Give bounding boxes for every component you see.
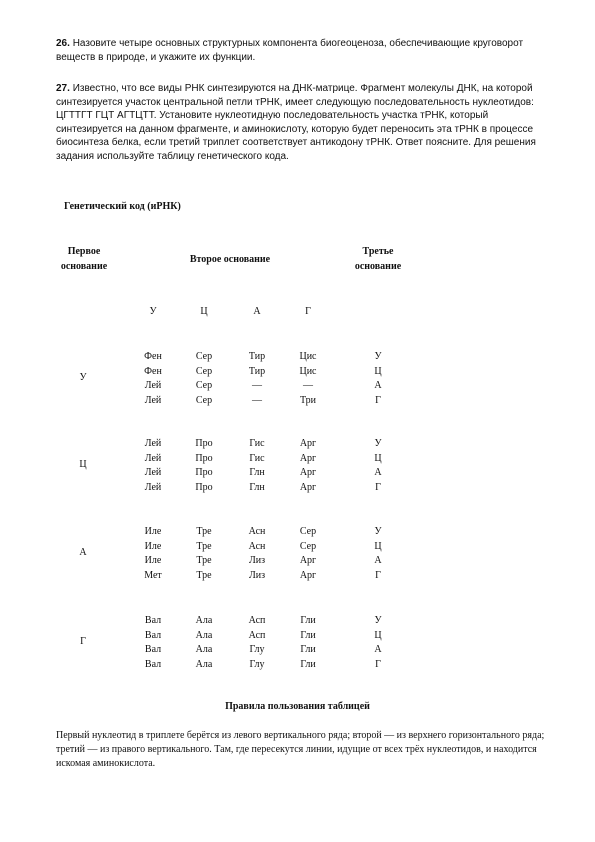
amino-acid-cell: Глн [249, 481, 265, 493]
third-base-label: Ц [374, 452, 382, 464]
amino-acid-cell: Тре [196, 540, 212, 552]
first-base-label: Ц [79, 459, 87, 470]
amino-acid-cell: Асп [248, 629, 266, 641]
amino-acid-cell: Гли [300, 644, 316, 655]
amino-acid-cell: Асп [248, 615, 266, 626]
amino-acid-cell: Лей [144, 394, 162, 406]
amino-acid-cell: Про [195, 452, 213, 464]
amino-acid-cell: Сер [195, 365, 213, 377]
amino-acid-cell: Вал [144, 658, 162, 670]
amino-acid-cell: Вал [144, 615, 162, 626]
amino-acid-cell: Про [195, 467, 213, 478]
amino-acid-cell: Ала [195, 615, 213, 626]
third-base-label: Ц [374, 629, 382, 641]
amino-acid-cell: Ала [195, 644, 213, 655]
amino-acid-cell: — [303, 380, 313, 391]
amino-acid-cell: Лиз [248, 569, 266, 581]
task-27-number: 27. [56, 83, 70, 94]
amino-acid-cell: Сер [299, 540, 317, 552]
amino-acid-cell: Глн [249, 467, 265, 478]
third-base-label: А [374, 555, 382, 566]
first-base-label: А [79, 547, 87, 558]
amino-acid-cell: Арг [299, 438, 317, 449]
amino-acid-cell: — [252, 380, 262, 391]
third-base-label: Г [375, 658, 381, 670]
amino-acid-cell: Фен [144, 365, 162, 377]
amino-acid-cell: Лей [144, 380, 162, 391]
third-base-label: Г [375, 394, 381, 406]
amino-acid-cell: Про [195, 438, 213, 449]
task-26-number: 26. [56, 38, 70, 49]
rules-title: Правила пользования таблицей [225, 701, 370, 712]
second-base-column-header: А [253, 306, 261, 317]
amino-acid-cell: Арг [299, 555, 317, 566]
amino-acid-cell: Арг [299, 481, 317, 493]
second-base-column-header: Г [305, 306, 311, 317]
amino-acid-cell: Ала [195, 658, 213, 670]
amino-acid-cell: Фен [144, 351, 162, 362]
second-base-column-header: Ц [200, 306, 208, 317]
amino-acid-cell: Лей [144, 467, 162, 478]
third-base-label: Г [375, 569, 381, 581]
amino-acid-cell: Сер [195, 380, 213, 391]
amino-acid-cell: Арг [299, 569, 317, 581]
amino-acid-cell: Тре [196, 569, 212, 581]
task-26-text: Назовите четыре основных структурных компонента биогеоценоза, обеспечивающие круговорот веществ в природе, и укажите их функции. [56, 38, 524, 63]
third-base-header: Третье основание [354, 246, 402, 272]
task-27-text-continued: ЦГТТГТ ГЦТ АГТЦТТ. Установите нуклеотидную последовательность участка тРНК, который синтезируется на данном фрагменте, и аминокислоту, которую будет переносить эта тРНК в процессе биосинтеза белка, если третий триплет соответствует антикодону тРНК. Ответ поясните. Для решения задания используйте таблицу генетического кода. [56, 110, 536, 162]
third-base-label: У [374, 526, 382, 537]
amino-acid-cell: Гли [300, 615, 316, 626]
amino-acid-cell: Тре [196, 526, 212, 537]
second-base-header: Второе основание [189, 254, 271, 265]
first-base-label: У [79, 372, 87, 383]
amino-acid-cell: Асн [248, 540, 266, 552]
amino-acid-cell: Три [299, 394, 317, 406]
amino-acid-cell: Сер [195, 394, 213, 406]
third-base-label: У [374, 615, 382, 626]
rules-text: Первый нуклеотид в триплете берётся из левого вертикального ряда; второй — из верхнего горизонтального ряда; третий — из правого вертикального. Там, где пересекутся линии, идущие от всех трёх нуклеотидов, и находится искомая аминокислота. [56, 730, 545, 769]
third-base-label: А [374, 467, 382, 478]
amino-acid-cell: Асн [248, 526, 266, 537]
third-base-label: Г [375, 481, 381, 493]
amino-acid-cell: Цис [299, 351, 317, 362]
third-base-label: А [374, 644, 382, 655]
amino-acid-cell: Глу [249, 644, 265, 655]
third-base-label: Ц [374, 540, 382, 552]
amino-acid-cell: Гли [300, 658, 316, 670]
amino-acid-cell: Лиз [248, 555, 266, 566]
amino-acid-cell: Про [195, 481, 213, 493]
amino-acid-cell: Вал [144, 644, 162, 655]
amino-acid-cell: Иле [144, 540, 162, 552]
amino-acid-cell: Лей [144, 452, 162, 464]
amino-acid-cell: Сер [299, 526, 317, 537]
third-base-label: У [374, 438, 382, 449]
amino-acid-cell: Лей [144, 481, 162, 493]
third-base-label: У [374, 351, 382, 362]
amino-acid-cell: Арг [299, 452, 317, 464]
amino-acid-cell: Тре [196, 555, 212, 566]
amino-acid-cell: Гис [249, 438, 265, 449]
amino-acid-cell: Иле [144, 526, 162, 537]
amino-acid-cell: Тир [248, 365, 266, 377]
amino-acid-cell: Сер [195, 351, 213, 362]
table-title: Генетический код (иРНК) [64, 201, 181, 212]
task-27-text: Известно, что все виды РНК синтезируются на ДНК-матрице. Фрагмент молекулы ДНК, на которой синтезируется участок центральной петли тРНК, имеет следующую последовательность нуклеотидов: [56, 83, 534, 108]
third-base-label: Ц [374, 365, 382, 377]
second-base-column-header: У [149, 306, 157, 317]
amino-acid-cell: Мет [144, 569, 162, 581]
amino-acid-cell: Арг [299, 467, 317, 478]
first-base-label: Г [80, 636, 86, 647]
amino-acid-cell: — [252, 394, 262, 406]
amino-acid-cell: Лей [144, 438, 162, 449]
amino-acid-cell: Гли [300, 629, 316, 641]
third-base-label: А [374, 380, 382, 391]
amino-acid-cell: Гис [249, 452, 265, 464]
amino-acid-cell: Иле [144, 555, 162, 566]
amino-acid-cell: Цис [299, 365, 317, 377]
amino-acid-cell: Тир [248, 351, 266, 362]
task-27 [56, 82, 556, 163]
task-26 [56, 37, 556, 64]
amino-acid-cell: Вал [144, 629, 162, 641]
amino-acid-cell: Ала [195, 629, 213, 641]
first-base-header: Первое основание [60, 246, 108, 272]
amino-acid-cell: Глу [249, 658, 265, 670]
